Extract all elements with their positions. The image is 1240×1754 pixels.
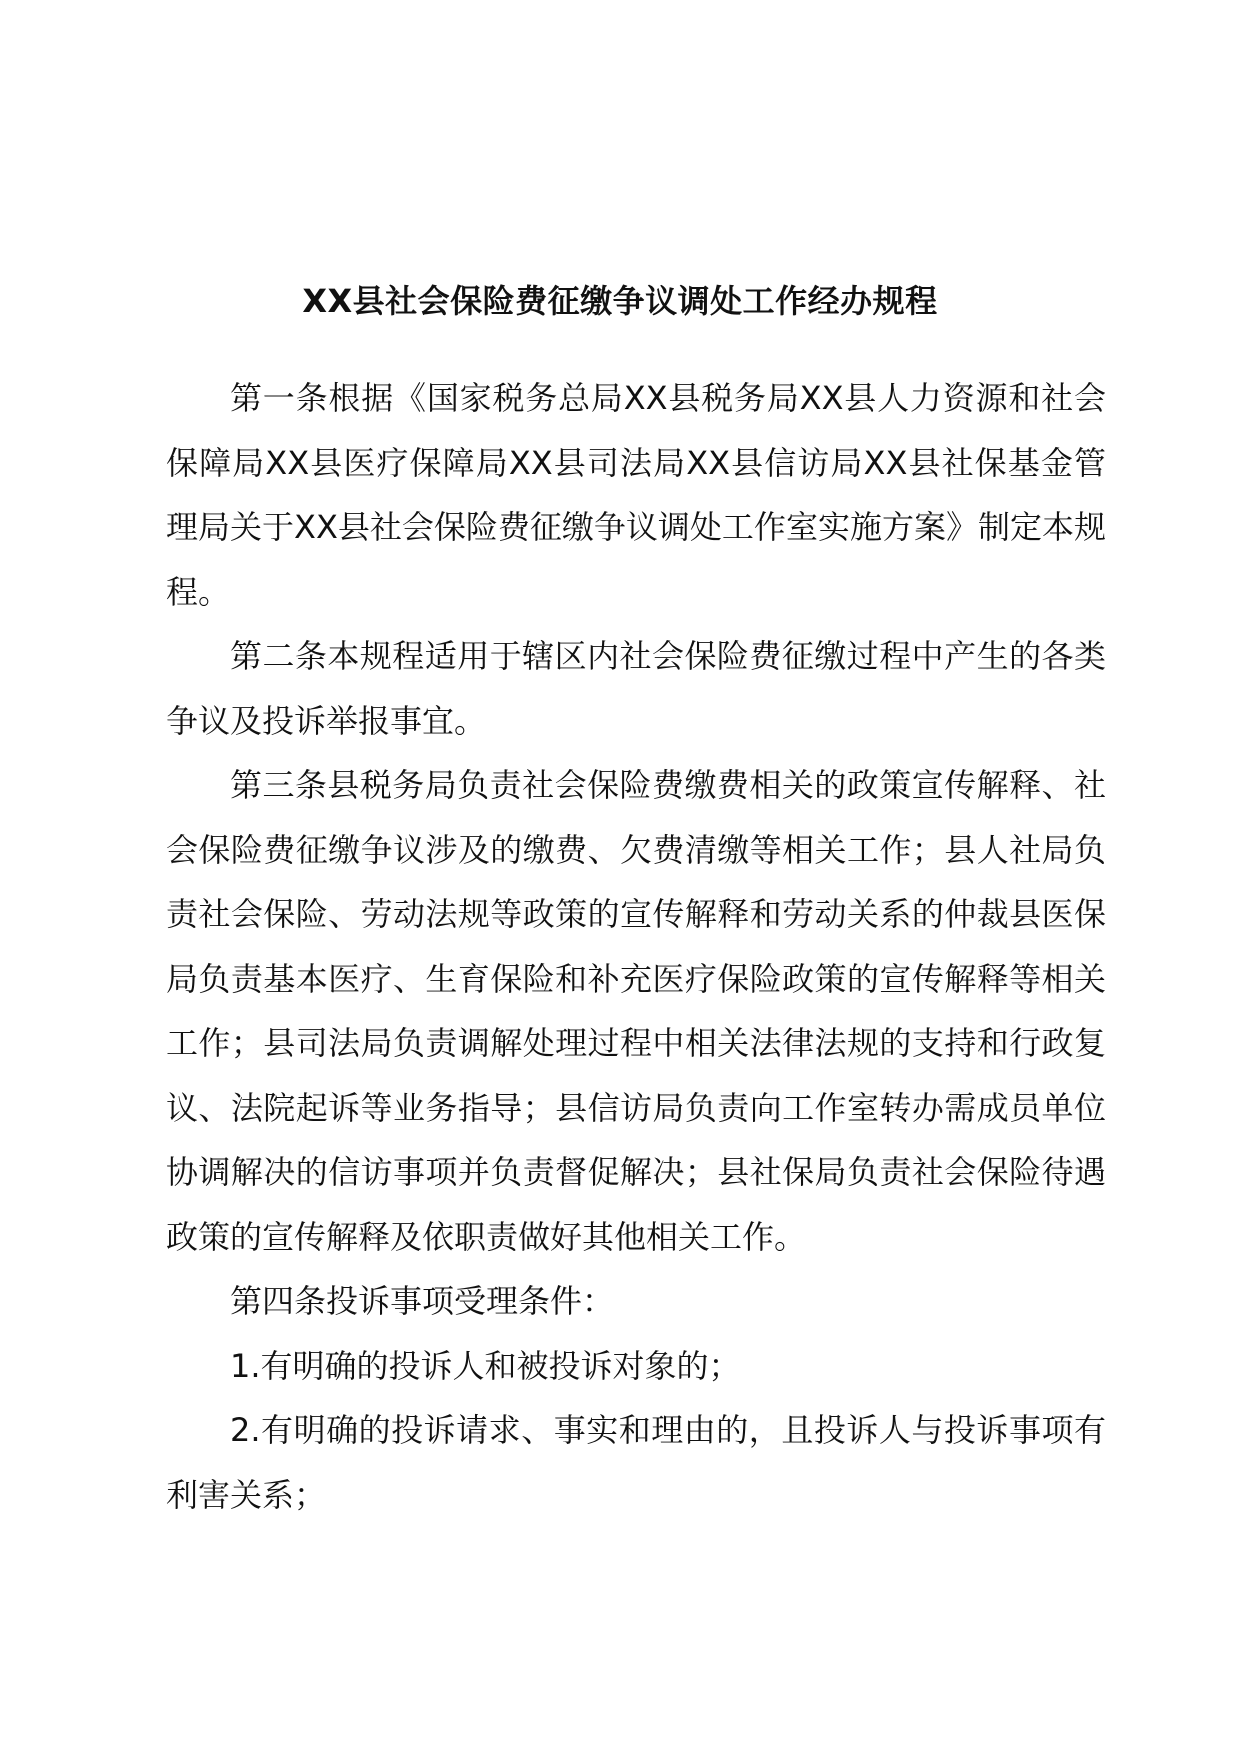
article-4-paragraph: 第四条投诉事项受理条件：: [230, 1282, 615, 1320]
document-body: [166, 366, 1106, 1527]
condition-2-item: 2.有明确的投诉请求、事实和理由的，且投诉人与投诉事项有利害关系；: [166, 1411, 1106, 1514]
article-1-paragraph: 第一条根据《国家税务总局XX县税务局XX县人力资源和社会保障局XX县医疗保障局XX县司法局XX县信访局XX县社保基金管理局关于XX县社会保险费征缴争议调处工作室实施方案》制定本规程。: [166, 379, 1106, 611]
document-title: XX县社会保险费征缴争议调处工作经办规程: [302, 282, 938, 320]
article-2-paragraph: 第二条本规程适用于辖区内社会保险费征缴过程中产生的各类争议及投诉举报事宜。: [166, 637, 1106, 740]
article-3-paragraph: 第三条县税务局负责社会保险费缴费相关的政策宣传解释、社会保险费征缴争议涉及的缴费、欠费清缴等相关工作；县人社局负责社会保险、劳动法规等政策的宣传解释和劳动关系的仲裁县医保局负责基本医疗、生育保险和补充医疗保险政策的宣传解释等相关工作；县司法局负责调解处理过程中相关法律法规的支持和行政复议、法院起诉等业务指导；县信访局负责向工作室转办需成员单位协调解决的信访事项并负责督促解决；县社保局负责社会保险待遇政策的宣传解释及依职责做好其他相关工作。: [166, 766, 1106, 1256]
condition-1-item: 1.有明确的投诉人和被投诉对象的；: [230, 1346, 741, 1385]
